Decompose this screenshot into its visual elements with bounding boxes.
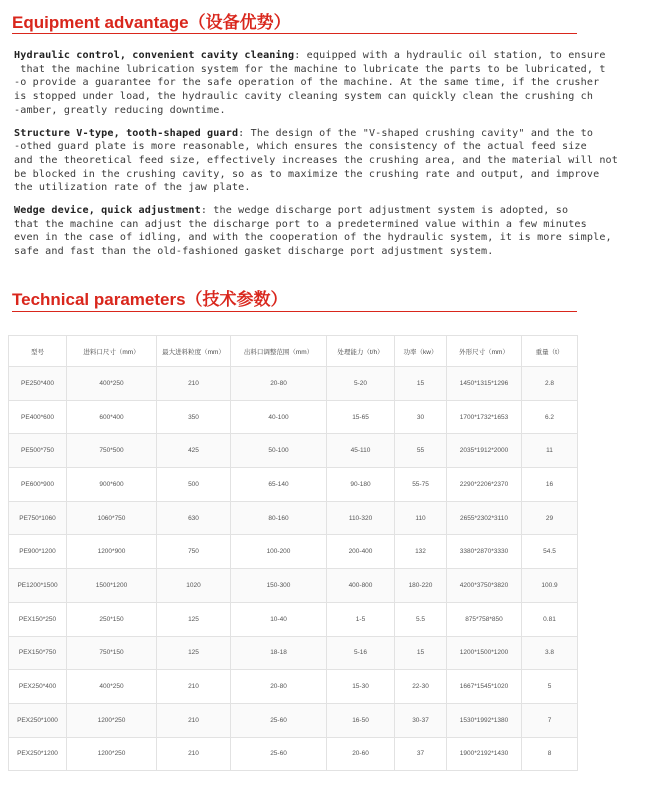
table-cell: 2655*2302*3110 xyxy=(447,501,522,535)
table-cell: 2.8 xyxy=(522,367,578,401)
table-cell: 4200*3750*3820 xyxy=(447,569,522,603)
table-cell: 750 xyxy=(157,535,231,569)
table-cell: 15 xyxy=(395,636,447,670)
table-cell: 8 xyxy=(522,737,578,771)
paragraph-line: and the theoretical feed size, effectively increases the crushing area, and the material will not xyxy=(14,154,619,166)
table-cell: 132 xyxy=(395,535,447,569)
table-cell: 125 xyxy=(157,636,231,670)
advantage-paragraph xyxy=(14,204,614,259)
table-cell: 50-100 xyxy=(231,434,327,468)
paragraph-line: that the machine can adjust the discharge port to a predetermined value within a few minutes xyxy=(14,218,587,230)
table-cell: 16 xyxy=(522,468,578,502)
table-cell: 425 xyxy=(157,434,231,468)
table-cell: 65-140 xyxy=(231,468,327,502)
table-cell: 100.9 xyxy=(522,569,578,603)
technical-parameters-title: Technical parameters（技术参数） xyxy=(12,290,288,309)
table-row xyxy=(9,501,578,535)
table-cell: 30 xyxy=(395,400,447,434)
table-cell: 16-50 xyxy=(327,703,395,737)
table-row xyxy=(9,602,578,636)
table-cell: 2035*1912*2000 xyxy=(447,434,522,468)
table-cell: 400*250 xyxy=(67,670,157,704)
table-cell: 22-30 xyxy=(395,670,447,704)
table-cell: 1500*1200 xyxy=(67,569,157,603)
column-header: 型号 xyxy=(9,336,67,367)
paragraph-line: is stopped under load, the hydraulic cavity cleaning system can quickly clean the crushing ch xyxy=(14,91,594,103)
table-row xyxy=(9,569,578,603)
column-header: 出料口调整范围（mm） xyxy=(231,336,327,367)
paragraph-heading: Hydraulic control, convenient cavity cleaning xyxy=(14,50,295,61)
table-cell: 18-18 xyxy=(231,636,327,670)
paragraph-heading: Wedge device, quick adjustment xyxy=(14,205,201,217)
table-row xyxy=(9,737,578,771)
table-cell: 11 xyxy=(522,434,578,468)
table-row xyxy=(9,434,578,468)
table-cell: 0.81 xyxy=(522,602,578,636)
table-body xyxy=(9,367,578,771)
table-row xyxy=(9,535,578,569)
paragraph-line: : equipped with a hydraulic oil station, to ensure xyxy=(294,50,606,61)
title-divider xyxy=(12,33,577,34)
table-cell: 15 xyxy=(395,367,447,401)
table-row xyxy=(9,400,578,434)
paragraph-heading: Structure V-type, tooth-shaped guard xyxy=(14,127,239,139)
column-header: 重量（t） xyxy=(522,336,578,367)
paragraph-line: -amber, greatly reducing downtime. xyxy=(14,104,226,116)
table-cell: 750*150 xyxy=(67,636,157,670)
table-cell: 210 xyxy=(157,670,231,704)
table-cell: 5-20 xyxy=(327,367,395,401)
table-cell: 1-5 xyxy=(327,602,395,636)
paragraph-line: be blocked in the crushing cavity, so as to maximize the crushing rate and output, and improve xyxy=(14,168,600,180)
table-cell: 7 xyxy=(522,703,578,737)
table-cell: 5 xyxy=(522,670,578,704)
table-cell: 210 xyxy=(157,703,231,737)
table-cell: 125 xyxy=(157,602,231,636)
table-cell: 250*150 xyxy=(67,602,157,636)
table-cell: 500 xyxy=(157,468,231,502)
table-cell: 900*600 xyxy=(67,468,157,502)
table-cell: 5-16 xyxy=(327,636,395,670)
paragraph-line: that the machine lubrication system for the machine to lubricate the parts to be lubricated, t xyxy=(14,63,606,75)
table-cell: 10-40 xyxy=(231,602,327,636)
model-cell: PE900*1200 xyxy=(9,535,67,569)
table-cell: 55 xyxy=(395,434,447,468)
model-cell: PE750*1060 xyxy=(9,501,67,535)
table-cell: 630 xyxy=(157,501,231,535)
table-cell: 180-220 xyxy=(395,569,447,603)
table-cell: 400*250 xyxy=(67,367,157,401)
advantage-paragraph xyxy=(14,127,619,196)
model-cell: PEX250*1000 xyxy=(9,703,67,737)
table-cell: 1060*750 xyxy=(67,501,157,535)
table-cell: 6.2 xyxy=(522,400,578,434)
title-divider xyxy=(12,311,577,312)
table-row xyxy=(9,703,578,737)
table-cell: 20-60 xyxy=(327,737,395,771)
paragraph-line: even in the case of idling, and with the cooperation of the hydraulic system, it is more simple, xyxy=(14,232,612,244)
table-cell: 20-80 xyxy=(231,670,327,704)
table-cell: 25-60 xyxy=(231,703,327,737)
model-cell: PE600*900 xyxy=(9,468,67,502)
paragraph-line: : The design of the "V-shaped crushing cavity" and the to xyxy=(238,127,594,139)
model-cell: PEX250*1200 xyxy=(9,737,67,771)
table-cell: 100-200 xyxy=(231,535,327,569)
column-header: 最大进料粒度（mm） xyxy=(157,336,231,367)
table-cell: 5.5 xyxy=(395,602,447,636)
table-cell: 1700*1732*1653 xyxy=(447,400,522,434)
table-cell: 1200*1500*1200 xyxy=(447,636,522,670)
table-cell: 110-320 xyxy=(327,501,395,535)
table-cell: 55-75 xyxy=(395,468,447,502)
table-cell: 350 xyxy=(157,400,231,434)
table-header-row xyxy=(9,336,578,367)
paragraph-line: -o provide a guarantee for the safe operation of the machine. At the same time, if the crusher xyxy=(14,77,600,89)
paragraph-line: the utilization rate of the jaw plate. xyxy=(14,182,251,194)
table-cell: 1020 xyxy=(157,569,231,603)
table-cell: 25-60 xyxy=(231,737,327,771)
advantage-paragraphs xyxy=(14,49,619,268)
column-header: 处理能力（t/h） xyxy=(327,336,395,367)
advantage-paragraph xyxy=(14,49,614,118)
table-cell: 2290*2206*2370 xyxy=(447,468,522,502)
table-cell: 1200*250 xyxy=(67,703,157,737)
table-row xyxy=(9,636,578,670)
table-cell: 1200*900 xyxy=(67,535,157,569)
table-cell: 875*758*850 xyxy=(447,602,522,636)
table-cell: 600*400 xyxy=(67,400,157,434)
model-cell: PE400*600 xyxy=(9,400,67,434)
paragraph-line: : the wedge discharge port adjustment system is adopted, so xyxy=(200,205,569,217)
equipment-advantage-title: Equipment advantage（设备优势） xyxy=(12,13,291,32)
table-cell: 1450*1315*1296 xyxy=(447,367,522,401)
table-cell: 110 xyxy=(395,501,447,535)
table-cell: 210 xyxy=(157,737,231,771)
table-row xyxy=(9,670,578,704)
table-cell: 150-300 xyxy=(231,569,327,603)
table-cell: 1530*1992*1380 xyxy=(447,703,522,737)
table-cell: 15-30 xyxy=(327,670,395,704)
column-header: 进料口尺寸（mm） xyxy=(67,336,157,367)
table-cell: 3380*2870*3330 xyxy=(447,535,522,569)
column-header: 功率（kw） xyxy=(395,336,447,367)
table-cell: 90-180 xyxy=(327,468,395,502)
table-cell: 40-100 xyxy=(231,400,327,434)
table-cell: 750*500 xyxy=(67,434,157,468)
table-cell: 80-160 xyxy=(231,501,327,535)
model-cell: PE500*750 xyxy=(9,434,67,468)
table-cell: 1667*1545*1020 xyxy=(447,670,522,704)
table-cell: 3.8 xyxy=(522,636,578,670)
paragraph-line: -othed guard plate is more reasonable, which ensures the consistency of the actual feed size xyxy=(14,141,587,153)
table-cell: 45-110 xyxy=(327,434,395,468)
table-cell: 37 xyxy=(395,737,447,771)
table-cell: 54.5 xyxy=(522,535,578,569)
paragraph-line: safe and fast than the old-fashioned gasket discharge port adjustment system. xyxy=(14,246,494,258)
table-cell: 200-400 xyxy=(327,535,395,569)
table-row xyxy=(9,367,578,401)
model-cell: PEX150*750 xyxy=(9,636,67,670)
model-cell: PEX150*250 xyxy=(9,602,67,636)
column-header: 外形尺寸（mm） xyxy=(447,336,522,367)
table-cell: 20-80 xyxy=(231,367,327,401)
model-cell: PEX250*400 xyxy=(9,670,67,704)
model-cell: PE250*400 xyxy=(9,367,67,401)
table-cell: 1200*250 xyxy=(67,737,157,771)
table-row xyxy=(9,468,578,502)
table-cell: 1900*2192*1430 xyxy=(447,737,522,771)
table-cell: 15-65 xyxy=(327,400,395,434)
table-cell: 29 xyxy=(522,501,578,535)
table-cell: 400-800 xyxy=(327,569,395,603)
technical-parameters-table xyxy=(8,335,578,771)
table-cell: 30-37 xyxy=(395,703,447,737)
model-cell: PE1200*1500 xyxy=(9,569,67,603)
table-cell: 210 xyxy=(157,367,231,401)
